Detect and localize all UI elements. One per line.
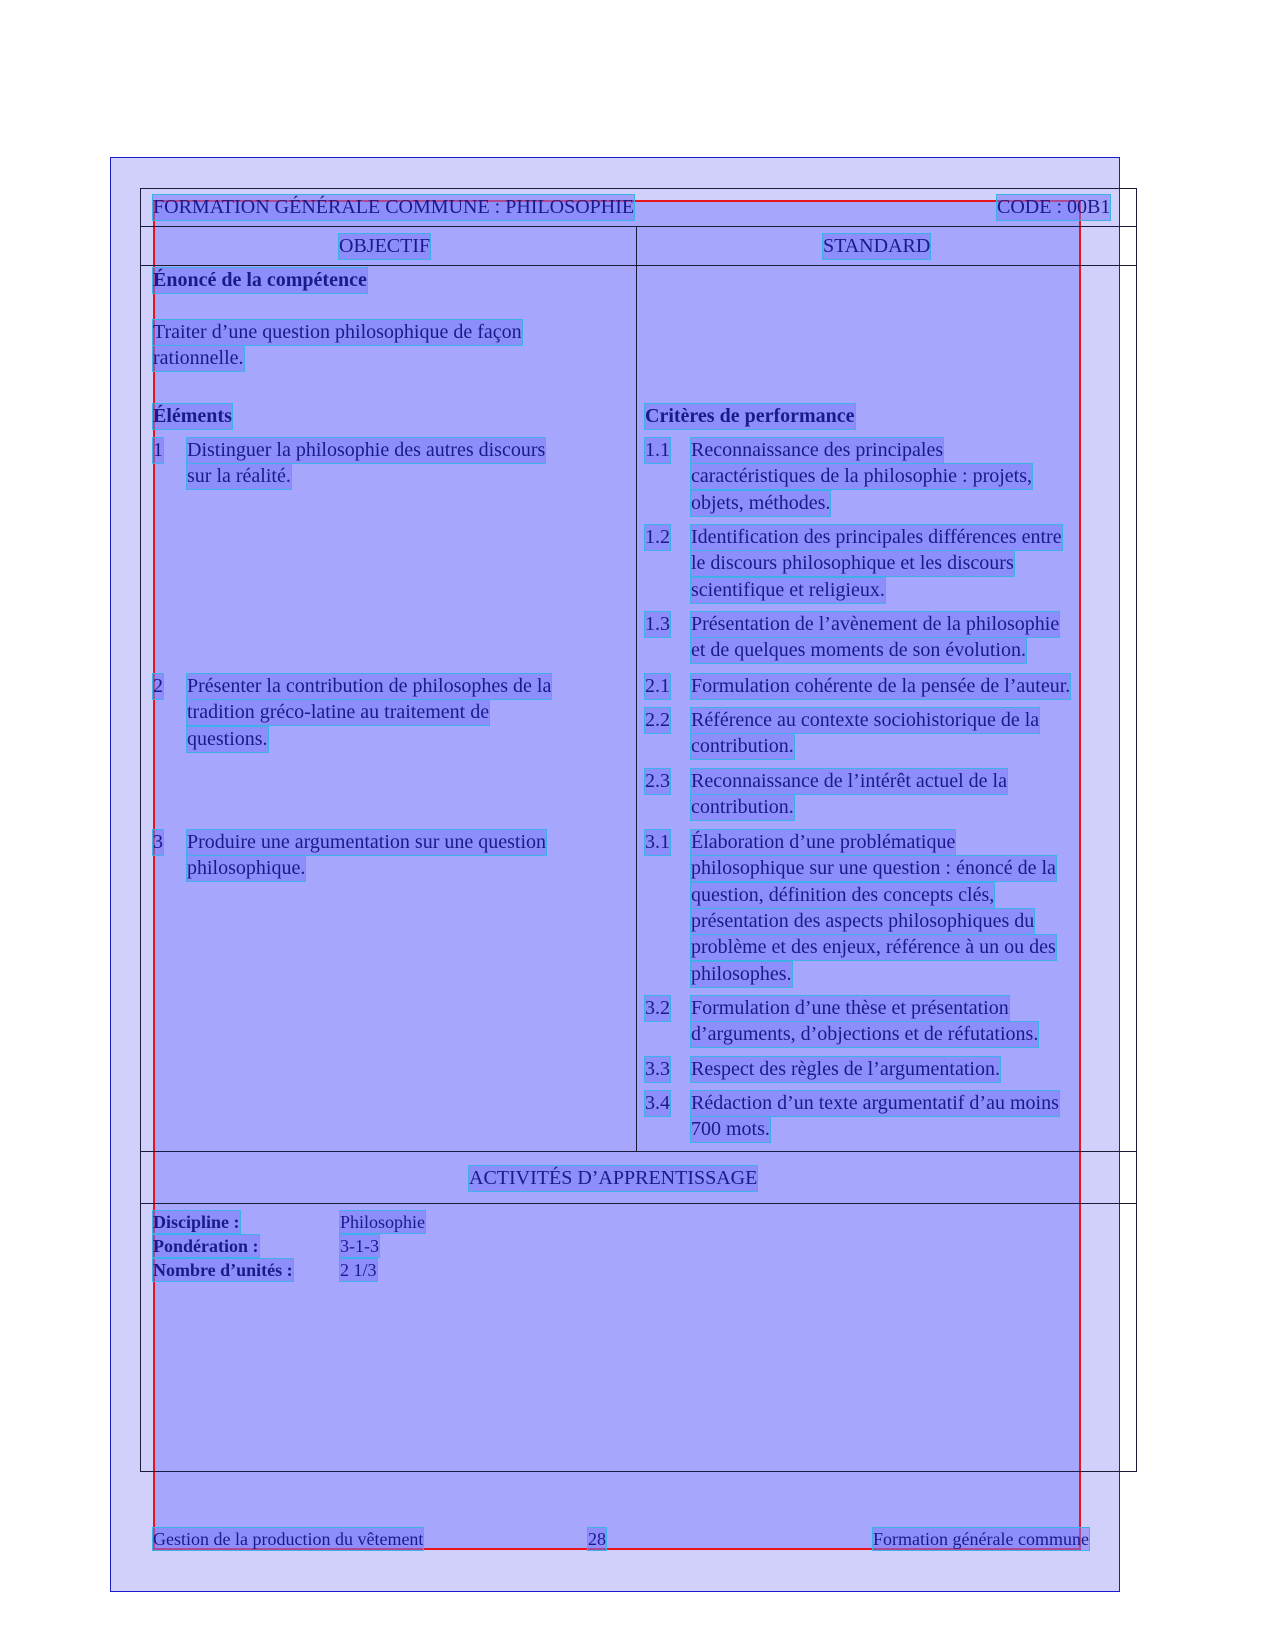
critere-text-line: philosophique sur une question : énoncé de la (691, 857, 1056, 880)
column-header-divider (140, 265, 1137, 266)
critere-text-line: scientifique et religieux. (691, 578, 885, 601)
element-text-line: Produire une argumentation sur une question (187, 831, 547, 853)
activities-top-divider (140, 1151, 1137, 1152)
critere-text-line: Reconnaissance de l’intérêt actuel de la (691, 770, 1007, 792)
element-text-line: questions. (187, 727, 268, 750)
critere-text-line: 700 mots. (691, 1118, 770, 1141)
critere-text-line: d’arguments, d’objections et de réfutations. (691, 1023, 1039, 1046)
critere-text-line: objets, méthodes. (691, 491, 831, 514)
critere-text-line: Rédaction d’un texte argumentatif d’au moins (691, 1092, 1059, 1114)
critere-text-line: Formulation cohérente de la pensée de l’auteur. (691, 675, 1071, 697)
activities-header-divider (140, 1203, 1137, 1204)
document-title: FORMATION GÉNÉRALE COMMUNE : PHILOSOPHIE (153, 196, 635, 218)
critere-text-line: problème et des enjeux, référence à un ou des (691, 936, 1056, 959)
critere-text-line: contribution. (691, 735, 794, 758)
critere-number: 3.4 (645, 1092, 670, 1114)
footer-page-number: 28 (588, 1529, 606, 1549)
element-number: 2 (153, 675, 163, 697)
competence-text-line2: rationnelle. (153, 347, 244, 369)
critere-text-line: Présentation de l’avènement de la philosophie (691, 613, 1060, 635)
footer-left: Gestion de la production du vêtement (153, 1529, 424, 1549)
element-text-line: tradition gréco-latine au traitement de (187, 701, 490, 724)
unites-value: 2 1/3 (340, 1260, 377, 1280)
element-text-line: philosophique. (187, 857, 306, 880)
elements-heading: Éléments (153, 405, 232, 427)
unites-label: Nombre d’unités : (153, 1260, 293, 1280)
critere-number: 2.2 (645, 709, 670, 731)
competence-heading: Énoncé de la compétence (153, 269, 367, 291)
critere-text-line: et de quelques moments de son évolution. (691, 639, 1026, 662)
element-text-line: sur la réalité. (187, 465, 291, 488)
critere-text-line: philosophes. (691, 962, 792, 985)
critere-text-line: contribution. (691, 796, 794, 819)
header-divider (140, 226, 1137, 227)
element-text-line: Présenter la contribution de philosophes de la (187, 675, 552, 697)
critere-number: 1.1 (645, 439, 670, 461)
critere-number: 2.1 (645, 675, 670, 697)
ponderation-value: 3-1-3 (340, 1236, 379, 1256)
discipline-value: Philosophie (340, 1212, 426, 1232)
critere-number: 1.2 (645, 526, 670, 548)
column-divider (636, 226, 637, 1151)
critere-text-line: Respect des règles de l’argumentation. (691, 1058, 1000, 1080)
critere-number: 3.1 (645, 831, 670, 853)
critere-text-line: question, définition des concepts clés, (691, 883, 995, 906)
activites-heading: ACTIVITÉS D’APPRENTISSAGE (469, 1167, 758, 1189)
critere-number: 2.3 (645, 770, 670, 792)
critere-text-line: Formulation d’une thèse et présentation (691, 997, 1009, 1019)
column-objectif: OBJECTIF (339, 235, 431, 257)
criteres-heading: Critères de performance (645, 405, 855, 427)
element-text-line: Distinguer la philosophie des autres discours (187, 439, 546, 461)
critere-text-line: présentation des aspects philosophiques du (691, 909, 1035, 932)
discipline-label: Discipline : (153, 1212, 240, 1232)
critere-number: 1.3 (645, 613, 670, 635)
critere-text-line: le discours philosophique et les discours (691, 552, 1014, 575)
competence-text-line1: Traiter d’une question philosophique de façon (153, 321, 522, 343)
element-number: 3 (153, 831, 163, 853)
column-standard: STANDARD (823, 235, 931, 257)
critere-number: 3.3 (645, 1058, 670, 1080)
critere-text-line: caractéristiques de la philosophie : projets, (691, 465, 1033, 488)
footer-right: Formation générale commune (873, 1529, 1089, 1549)
critere-text-line: Reconnaissance des principales (691, 439, 944, 461)
document-code: CODE : 00B1 (997, 196, 1111, 218)
critere-text-line: Identification des principales différences entre (691, 526, 1062, 548)
critere-number: 3.2 (645, 997, 670, 1019)
critere-text-line: Référence au contexte sociohistorique de la (691, 709, 1040, 731)
ponderation-label: Pondération : (153, 1236, 259, 1256)
element-number: 1 (153, 439, 163, 461)
critere-text-line: Élaboration d’une problématique (691, 831, 956, 853)
